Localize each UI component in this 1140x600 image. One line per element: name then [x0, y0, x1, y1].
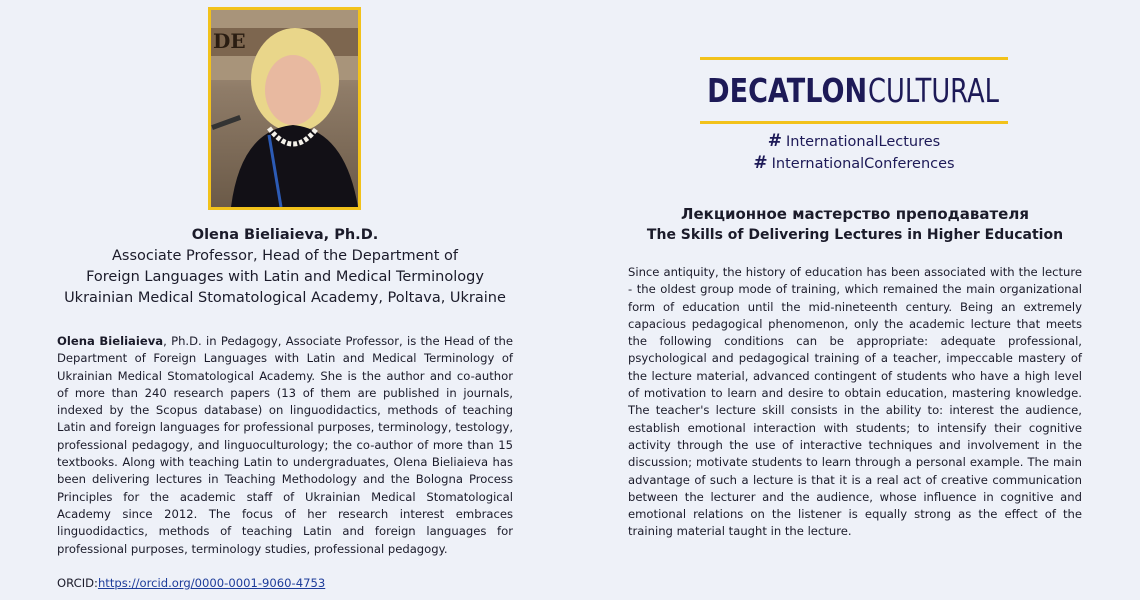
bio-text: , Ph.D. in Pedagogy, Associate Professor, is the Head of the Department of Foreign Languages with Latin and Medical Terminology of Ukrainian Medical Stomatological Academy. She is the author and co-author of more than 240 research papers (13 of them are published in journals, indexed by the Scopus database) on linguodidactics, methods of teaching Latin and foreign languages for professional purposes, terminology, testology, professional pedagogy, and linguoculturology; the co-author of more than 15 textbooks. Along with teaching Latin to undergraduates, Olena Bieliaieva has been delivering lectures in Teaching Methodology and the Bologna Process Principles for the academic staff of Ukrainian Medical Stomatological Academy since 2012. The focus of her research interest embraces linguodidactics, methods of teaching Latin and foreign languages for professional purposes, terminology studies, professional pedagogy.: [57, 334, 513, 556]
speaker-position-line1: Associate Professor, Head of the Department of: [111, 248, 459, 264]
speaker-position-line2: Foreign Languages with Latin and Medical Terminology: [86, 269, 484, 285]
lecture-title-ru: Лекционное мастерство преподавателя: [681, 205, 1029, 223]
lecture-title: [610, 204, 1100, 246]
lecture-abstract: Since antiquity, the history of education has been associated with the lecture - the oldest group mode of training, which remained the main organizational form of education until the mid-nineteenth century. Being an extremely capacious pedagogical phenomenon, only the academic lecture that meets the following conditions can be appropriate: adequate professional, psychological and pedagogical training of a teacher, impeccable mastery of the lecture material, advanced contingent of students who have a high level of motivation to learn and desire to obtain education, mastering knowledge. The teacher's lecture skill consists in the ability to: interest the audience, establish emotional interaction with students; to intensify their cognitive activity through the use of interactive techniques and involvement in the discussion; motivate students to learn through a personal example. The main advantage of such a lecture is that it is a real act of creative communication between the lecturer and the audience, whose influence in cognitive and emotional relations on the listener is equally strong as the effect of the training material taught in the lecture.: [628, 265, 1082, 539]
orcid-label: ORCID:: [57, 576, 98, 590]
lecture-title-en: The Skills of Delivering Lectures in Higher Education: [646, 227, 1064, 243]
brand-bold: DECATLON: [707, 71, 868, 110]
hashtag-lectures: # InternationalLectures: [767, 131, 941, 151]
speaker-bio: [57, 333, 513, 558]
speaker-position-line3: Ukrainian Medical Stomatological Academy, Poltava, Ukraine: [64, 290, 506, 306]
brand-logo: [700, 57, 1008, 124]
orcid-link[interactable]: https://orcid.org/0000-0001-9060-4753: [97, 576, 326, 590]
svg-text:DE: DE: [213, 29, 246, 53]
hash-icon: #: [767, 131, 782, 151]
brand-light: CULTURAL: [867, 71, 999, 110]
bio-name: Olena Bieliaieva: [57, 334, 164, 348]
speaker-header: [40, 225, 530, 309]
hashtag-conferences: # InternationalConferences: [753, 153, 955, 173]
hash-icon: #: [753, 153, 768, 173]
speaker-photo: [208, 7, 361, 210]
speaker-name: Olena Bieliaieva, Ph.D.: [191, 227, 379, 243]
hashtags: [700, 131, 1008, 175]
orcid-line: [57, 576, 325, 590]
